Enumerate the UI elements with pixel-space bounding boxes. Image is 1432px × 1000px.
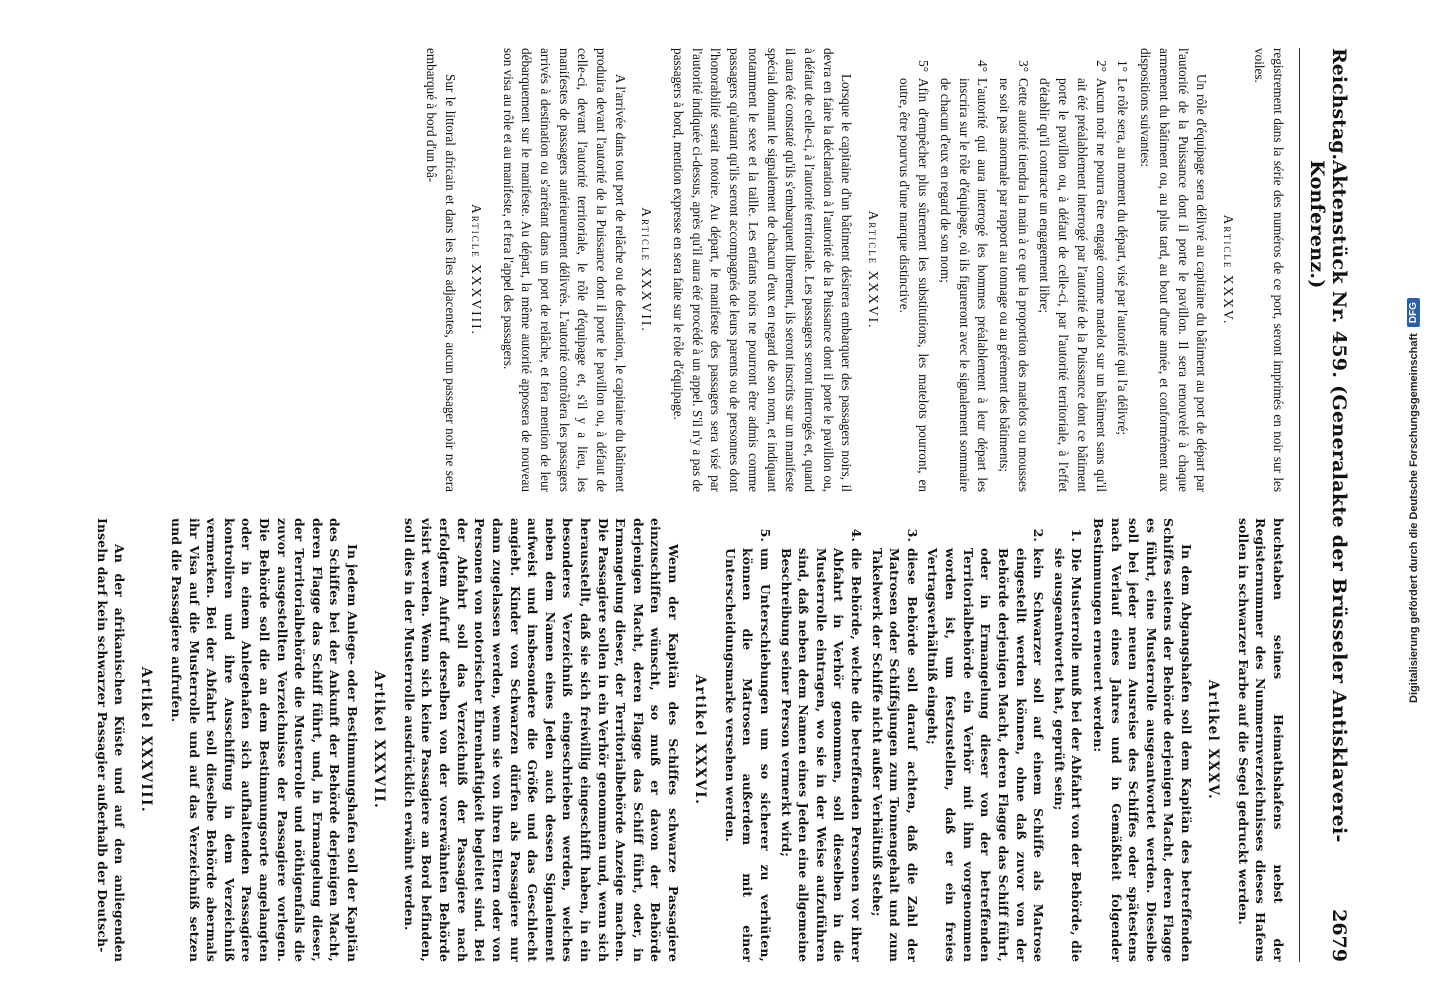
french-article-36-text: Lorsque le capitaine d'un bâtiment désirera embarquer des passagers noirs, il devra en faire la déclaration à l'autorité de la Puissance dont il porte le pavillon ou, à défaut de celle-ci, à l'autorité territoriale. Les passagers seront interrogés et, quand il aura été constaté qu'ils s'embarquent librement, ils seront inscrits sur un manifeste spécial donnant le signalement de chacun d'eux en regard de son nom, et indiquant notamment le sexe et la taille. Les enfants noirs ne pourront être admis comme passagers qu'autant qu'ils seront accompagnés de leurs parents ou de personnes dont l'honorabilité serait notoire. Au départ, le manifeste des passagers sera visé par l'autorité indiquée ci-dessus, après qu'il aura été procédé à un appel. S'il n'y a pas de passagers à bord, mention expresse en sera faite sur le rôle d'équipage.	[670, 48, 855, 492]
french-column	[0, 48, 1287, 492]
german-intro: buchstaben seines Heimathshafens nebst der Registernummer des Nummernverzeichnisses dieses Hafens sollen in schwarzer Farbe auf die Segel gedruckt werden.	[1235, 518, 1286, 962]
list-item: 1. Die Musterrolle muß bei der Abfahrt von der Behörde, die sie ausgeantwortet hat, geprüft sein;	[1051, 528, 1085, 962]
list-item: 1° Le rôle sera, au moment du départ, visé par l'autorité qui l'a délivré;	[1115, 60, 1131, 436]
german-article-36-heading: Artikel XXXVI.	[692, 674, 709, 806]
dfg-logo: DFG	[1407, 298, 1420, 327]
digitization-note-text: Digitalisierung gefördert durch die Deutsche Forschungsgemeinschaft	[1407, 332, 1419, 703]
german-article-37-text: In jedem Anlege- oder Bestimmungshafen soll der Kapitän des Schiffes bei der Ankunft der Behörde derjenigen Macht, deren Flagge das Schiff führt, und, in Ermangelung dieser, der Territorialbehörde die Musterrolle und nöthigenfalls die zuvor ausgestellten Verzeichnisse der Passagiere vorlegen. Die Behörde soll die an dem Bestimmungsorte angelangten oder in einem Anlegehafen sich aufhaltenden Passagiere kontroliren und ihre Ausschiffung in dem Verzeichniß vermerken. Bei der Abfahrt soll dieselbe Behörde abermals ihr Visa auf die Musterrolle und auf das Verzeichniß setzen und die Passagiere aufrufen.	[169, 518, 361, 962]
list-item: 2° Aucun noir ne pourra être engagé comme matelot sur un bâtiment sans qu'il ait été préalablement interrogé par l'autorité de la Puissance dont ce bâtiment porte le pavillon ou, à défaut de celle-ci, par l'autorité territoriale, à l'effet d'établir qu'il contracte un engagement libre;	[1037, 60, 1109, 492]
list-item: 3. diese Behörde soll darauf achten, daß die Zahl der Matrosen oder Schiffsjungen zum Tonnengehalt und zum Takelwerk der Schiffe nicht außer Verhältniß stehe;	[869, 528, 920, 962]
header-center	[1306, 160, 1350, 909]
list-item: 3° Cette autorité tiendra la main à ce que la proportion des matelots ou mousses ne soit pas anormale par rapport au tonnage ou au gréement des bâtiments;	[997, 60, 1031, 492]
page-number: 2679	[1328, 909, 1350, 962]
german-article-35-text: In dem Abgangshafen soll dem Kapitän des betreffenden Schiffes seitens der Behörde derjenigen Macht, deren Flagge es führt, eine Musterrolle ausgeantwortet werden. Dieselbe soll bei jeder neuen Ausreise des Schiffes oder spätestens nach Verlauf eines Jahres und in Gemäßheit folgender Bestimmungen erneuert werden:	[1090, 518, 1195, 962]
list-item: 4. die Behörde, welche die betreffenden Personen vor ihrer Abfahrt in Verhör genommen, soll dieselben in die Musterrolle eintragen, wo sie in der Weise aufzuführen sind, daß neben dem Namen eines Jeden eine allgemeine Beschreibung seiner Person vermerkt wird;	[778, 528, 865, 962]
list-item: 5° Afin d'empêcher plus sûrement les substitutions, les matelots pourront, en outre, être pourvus d'une marque distinctive.	[897, 60, 932, 492]
header-document-title: (Generalakte der Brüsseler Antisklaverei-Konferenz.)	[1306, 160, 1350, 843]
french-article-35-text: Un rôle d'équipage sera délivré au capitaine du bâtiment au port de départ par l'autorité de la Puissance dont il porte le pavillon. Il sera renouvelé à chaque armement du bâtiment ou, au plus tard, au bout d'une année, et conformément aux dispositions suivantes:	[1138, 48, 1210, 492]
list-item: 5. um Unterschiebungen um so sicherer zu verhüten, können die Matrosen außerdem mit einer Unterscheidungsmarke versehen werden.	[722, 528, 773, 962]
french-article-38-heading: Article XXXVIII.	[468, 204, 484, 336]
french-article-38-text: Sur le littoral africain et dans les îles adjacentes, aucun passager noir ne sera embarqué à bord d'un bâ-	[423, 48, 458, 492]
french-article-37-text: A l'arrivée dans tout port de relâche ou de destination, le capitaine du bâtiment produira devant l'autorité de la Puissance dont il porte le pavillon ou, à défaut de celle-ci, devant l'autorité territoriale, le rôle d'équipage et, s'il y a lieu, les manifestes de passagers antérieurement délivrés. L'autorité contrôlera les passagers arrivés à destination ou s'arrêtant dans un port de relâche, et fera mention de leur débarquement sur le manifeste. Au départ, la même autorité apposera de nouveau son visa au rôle et au manifeste, et fera l'appel des passagers.	[500, 48, 628, 492]
french-article-35-list	[895, 48, 1132, 492]
header-document-number: Aktenstück Nr. 459.	[1328, 160, 1350, 379]
german-article-38-heading: Artikel XXXVIII.	[138, 666, 155, 814]
german-article-37-heading: Artikel XXXVII.	[371, 670, 388, 810]
french-article-36-heading: Article XXXVI.	[865, 210, 881, 330]
french-intro: registrement dans la série des numéros de ce port, seront imprimés en noir sur les voiles.	[1252, 48, 1286, 492]
list-item: 2. kein Schwarzer soll auf einem Schiffe als Matrose eingestellt werden können, ohne daß zuvor von der Behörde derjenigen Macht, deren Flagge das Schiff führt, oder in Ermangelung dieser von der betreffenden Territorialbehörde ein Verhör mit ihm vorgenommen worden ist, um festzustellen, daß er ein freies Vertragsverhältniß eingeht;	[925, 528, 1047, 962]
german-column	[0, 518, 1287, 962]
german-article-36-text: Wenn der Kapitän des Schiffes schwarze Passagiere einzuschiffen wünscht, so muß er davon der Behörde derjenigen Macht, deren Flagge das Schiff führt, oder, in Ermangelung dieser, der Territorialbehörde Anzeige machen. Die Passagiere sollen in ein Verhör genommen und, wenn sich herausstellt, daß sie sich freiwillig eingeschifft haben, in ein besonderes Verzeichniß eingeschrieben werden, welches neben dem Namen eines Jeden auch dessen Signalement aufweist und insbesondere die Größe und das Geschlecht angiebt. Kinder von Schwarzen dürfen als Passagiere nur dann zugelassen werden, wenn sie von ihren Eltern oder von Personen von notorischer Ehrenhaftigkeit begleitet sind. Bei der Abfahrt soll das Verzeichniß der Passagiere nach erfolgtem Aufruf derselben von der vorerwähnten Behörde visirt werden. Wenn sich keine Passagiere an Bord befinden, soll dies in der Musterrolle ausdrücklich erwähnt werden.	[401, 518, 682, 962]
digitization-note	[1400, 0, 1426, 1000]
page-header	[1299, 48, 1350, 962]
german-article-35-list	[721, 518, 1085, 962]
german-article-35-heading: Artikel XXXV.	[1205, 679, 1222, 801]
german-article-38-text: An der afrikanischen Küste und auf den anliegenden Inseln darf kein schwarzer Passagier außerhalb der Deutsch-	[94, 518, 128, 962]
list-item: 4° L'autorité qui aura interrogé les hommes préalablement à leur départ les inscrira sur le rôle d'équipage, où ils figureront avec le signalement sommaire de chacun d'eux en regard de son nom;	[937, 60, 991, 492]
header-left: Reichstag.	[1328, 48, 1350, 161]
french-article-35-heading: Article XXXV.	[1220, 214, 1236, 326]
french-article-37-heading: Article XXXVII.	[639, 207, 655, 333]
